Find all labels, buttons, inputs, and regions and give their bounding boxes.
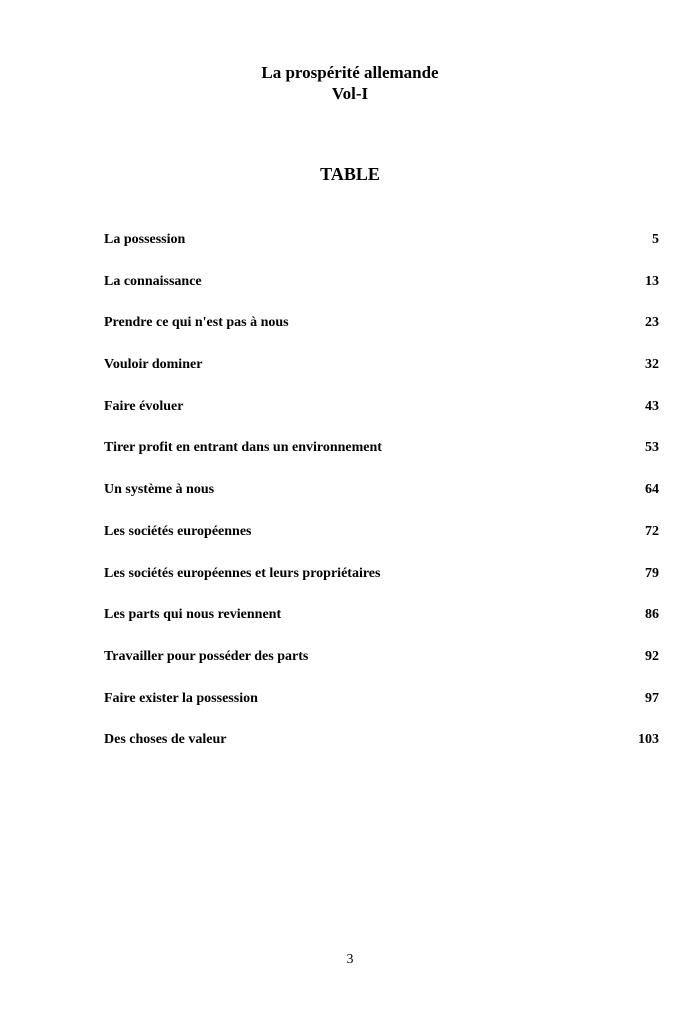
toc-entry [104, 523, 659, 565]
toc-entry-page: 79 [645, 565, 659, 581]
toc-entry [104, 356, 659, 398]
toc-entry-title: Les sociétés européennes et leurs propriétaires [104, 565, 381, 581]
toc-entry-title: Tirer profit en entrant dans un environnement [104, 440, 382, 456]
toc-entry-page: 43 [645, 398, 659, 414]
toc-entry [104, 314, 659, 356]
toc-entry-title: La possession [104, 232, 186, 247]
toc-entry-page: 103 [638, 732, 659, 748]
toc-entry [104, 690, 659, 732]
toc-entry [104, 606, 659, 648]
toc-heading: TABLE [320, 164, 380, 184]
book-volume: Vol-I [331, 84, 369, 103]
book-title [0, 62, 700, 104]
toc-entry-title: Travailler pour posséder des parts [104, 648, 309, 664]
toc-entry-page: 13 [645, 273, 659, 289]
toc-entry-page: 64 [645, 482, 659, 498]
toc-entry-title: Faire exister la possession [104, 690, 258, 706]
toc-entry [104, 273, 659, 315]
toc-entry-page: 5 [652, 232, 659, 247]
page-number: 3 [346, 952, 354, 967]
toc-entry-page: 92 [645, 648, 659, 664]
toc-entry [104, 648, 659, 690]
toc-entry-page: 72 [645, 523, 659, 539]
toc-entry-page: 53 [645, 440, 659, 456]
toc-entry-title: La connaissance [104, 273, 202, 289]
book-title-line1: La prospérité allemande [261, 63, 439, 82]
toc-entry [104, 731, 659, 773]
toc-entry [104, 565, 659, 607]
toc-entry [104, 481, 659, 523]
toc-entry-title: Vouloir dominer [104, 357, 203, 373]
table-of-contents [104, 231, 659, 773]
toc-entry-title: Un système à nous [104, 482, 215, 498]
toc-entry-title: Les sociétés européennes [104, 523, 252, 539]
toc-entry [104, 398, 659, 440]
toc-entry-title: Prendre ce qui n'est pas à nous [104, 315, 289, 331]
toc-entry [104, 231, 659, 273]
toc-entry-title: Les parts qui nous reviennent [104, 607, 282, 623]
toc-entry [104, 439, 659, 481]
toc-entry-title: Des choses de valeur [104, 732, 227, 748]
toc-entry-page: 97 [645, 690, 659, 706]
toc-entry-page: 32 [645, 357, 659, 373]
toc-entry-page: 23 [645, 315, 659, 331]
toc-entry-title: Faire évoluer [104, 398, 184, 414]
toc-entry-page: 86 [645, 607, 659, 623]
